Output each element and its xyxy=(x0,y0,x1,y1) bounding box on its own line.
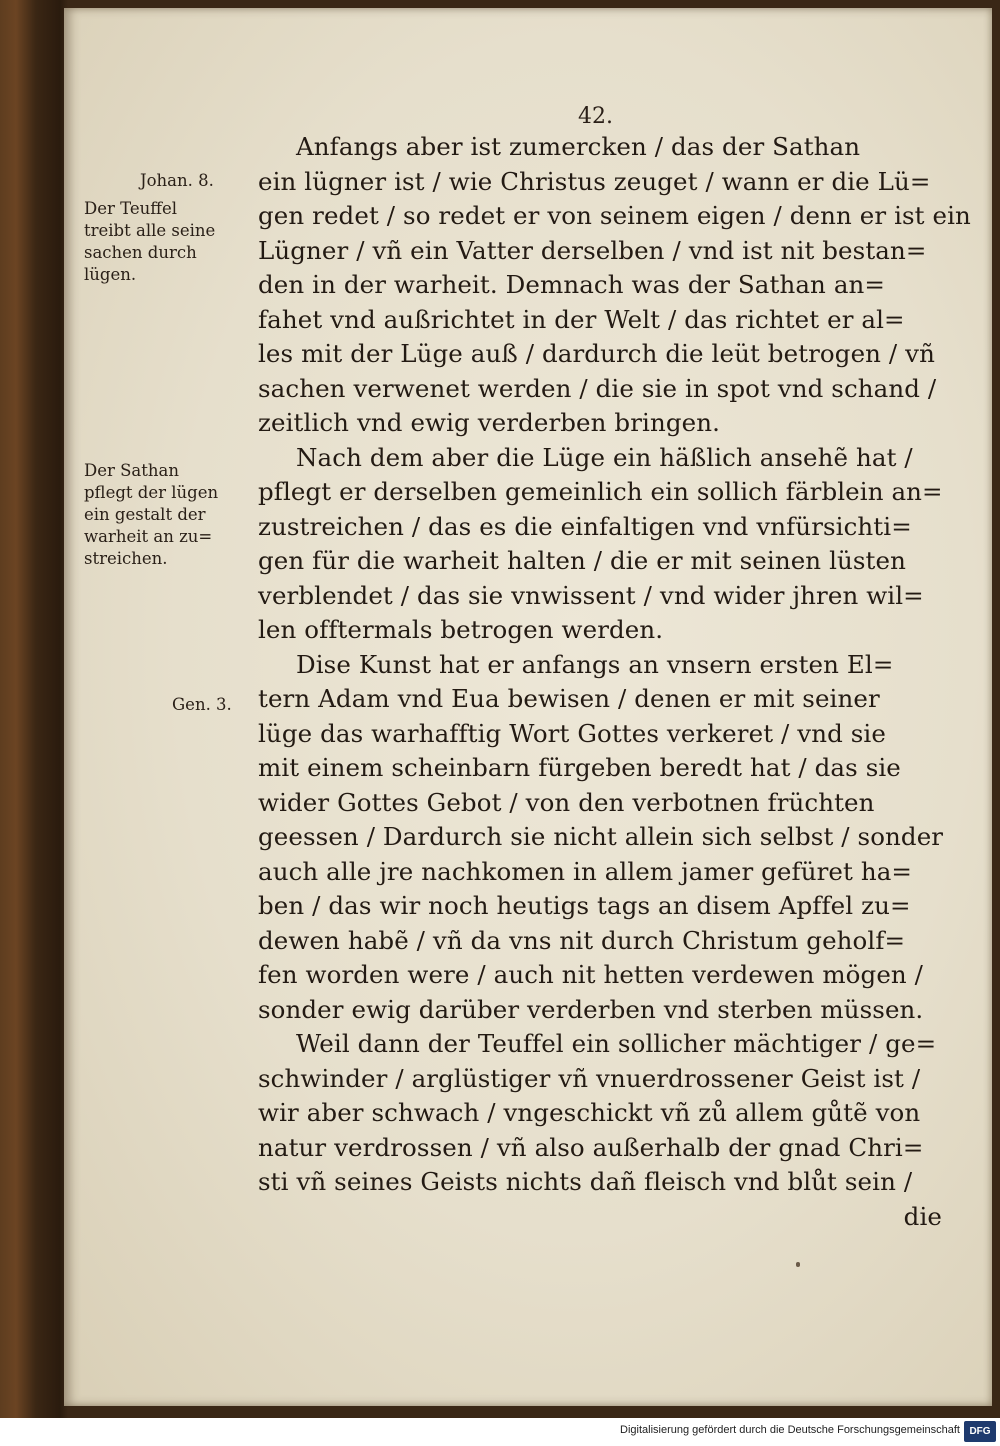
text-line: wir aber schwach / vngeschickt vñ zů allem gůtẽ von xyxy=(258,1098,921,1127)
marginal-note-teuffel xyxy=(84,198,215,286)
text-line: tern Adam vnd Eua bewisen / denen er mit seiner xyxy=(258,684,880,713)
marginal-line: streichen. xyxy=(84,549,168,568)
text-line: fen worden were / auch nit hetten verdewen mögen / xyxy=(258,960,924,989)
text-line: dewen habẽ / vñ da vns nit durch Christum geholf= xyxy=(258,925,906,955)
text-line: les mit der Lüge auß / dardurch die leüt betrogen / vñ xyxy=(258,339,935,368)
text-line: ben / das wir noch heutigs tags an disem Apffel zu= xyxy=(258,891,911,920)
text-line: schwinder / arglüstiger vñ vnuerdrossener Geist ist / xyxy=(258,1063,921,1093)
text-line: verblendet / das sie vnwissent / vnd wider jhren wil= xyxy=(258,580,924,610)
text-line: mit einem scheinbarn fürgeben beredt hat / das sie xyxy=(258,753,901,782)
text-line: zustreichen / das es die einfaltigen vnd vnfürsichti= xyxy=(258,511,912,541)
text-line: gen redet / so redet er von seinem eigen / denn er ist ein xyxy=(258,201,971,230)
marginal-note-sathan xyxy=(84,460,218,570)
footer-bar xyxy=(0,1418,1000,1446)
marginal-line: ein gestalt der xyxy=(84,505,206,524)
marginal-line: treibt alle seine xyxy=(84,221,216,240)
text-line: sti vñ seines Geists nichts dañ fleisch vnd blůt sein / xyxy=(258,1167,913,1196)
text-line: sonder ewig darüber verderben vnd sterben müssen. xyxy=(258,994,924,1024)
marginal-note-johan xyxy=(140,170,214,192)
marginal-line: pflegt der lügen xyxy=(84,483,219,502)
text-line: len offtermals betrogen werden. xyxy=(258,615,664,644)
catchword: die xyxy=(903,1201,942,1231)
body-text xyxy=(258,130,971,1234)
text-line: wider Gottes Gebot / von den verbotnen früchten xyxy=(258,787,875,817)
marginal-line: Der Sathan xyxy=(84,461,179,480)
marginal-line: sachen durch xyxy=(84,243,197,262)
text-line: Anfangs aber ist zumercken / das der Sathan xyxy=(296,132,861,161)
text-line: sachen verwenet werden / die sie in spot vnd schand / xyxy=(258,373,937,403)
marginal-note-genesis xyxy=(172,694,232,716)
text-line: pflegt er derselben gemeinlich ein sollich färblein an= xyxy=(258,477,943,506)
dfg-logo-icon: DFG xyxy=(964,1421,996,1442)
marginal-line: Der Teuffel xyxy=(84,199,178,218)
marginal-line: Gen. 3. xyxy=(172,695,232,714)
text-line: geessen / Dardurch sie nicht allein sich selbst / sonder xyxy=(258,822,944,851)
text-line: ein lügner ist / wie Christus zeuget / wann er die Lü= xyxy=(258,166,931,196)
text-line: lüge das warhafftig Wort Gottes verkeret / vnd sie xyxy=(258,718,886,748)
marginal-line: Johan. 8. xyxy=(140,171,214,190)
text-line: gen für die warheit halten / die er mit seinen lüsten xyxy=(258,546,906,575)
text-line: fahet vnd außrichtet in der Welt / das richtet er al= xyxy=(258,304,905,334)
text-line: Weil dann der Teuffel ein sollicher mächtiger / ge= xyxy=(296,1029,937,1058)
ink-speck xyxy=(796,1262,800,1267)
page-number: 42. xyxy=(578,104,613,129)
text-line: Nach dem aber die Lüge ein häßlich ansehẽ hat / xyxy=(296,442,913,472)
text-line: Lügner / vñ ein Vatter derselben / vnd ist nit bestan= xyxy=(258,235,927,265)
marginal-line: lügen. xyxy=(84,265,137,284)
text-line: zeitlich vnd ewig verderben bringen. xyxy=(258,408,720,437)
text-line: Dise Kunst hat er anfangs an vnsern ersten El= xyxy=(296,649,894,679)
text-line: auch alle jre nachkomen in allem jamer gefüret ha= xyxy=(258,856,913,886)
marginal-line: warheit an zu= xyxy=(84,527,213,546)
footer-credit: Digitalisierung gefördert durch die Deutsche Forschungsgemeinschaft xyxy=(620,1424,960,1436)
text-line: natur verdrossen / vñ also außerhalb der gnad Chri= xyxy=(258,1132,924,1162)
text-line: den in der warheit. Demnach was der Sathan an= xyxy=(258,270,886,299)
